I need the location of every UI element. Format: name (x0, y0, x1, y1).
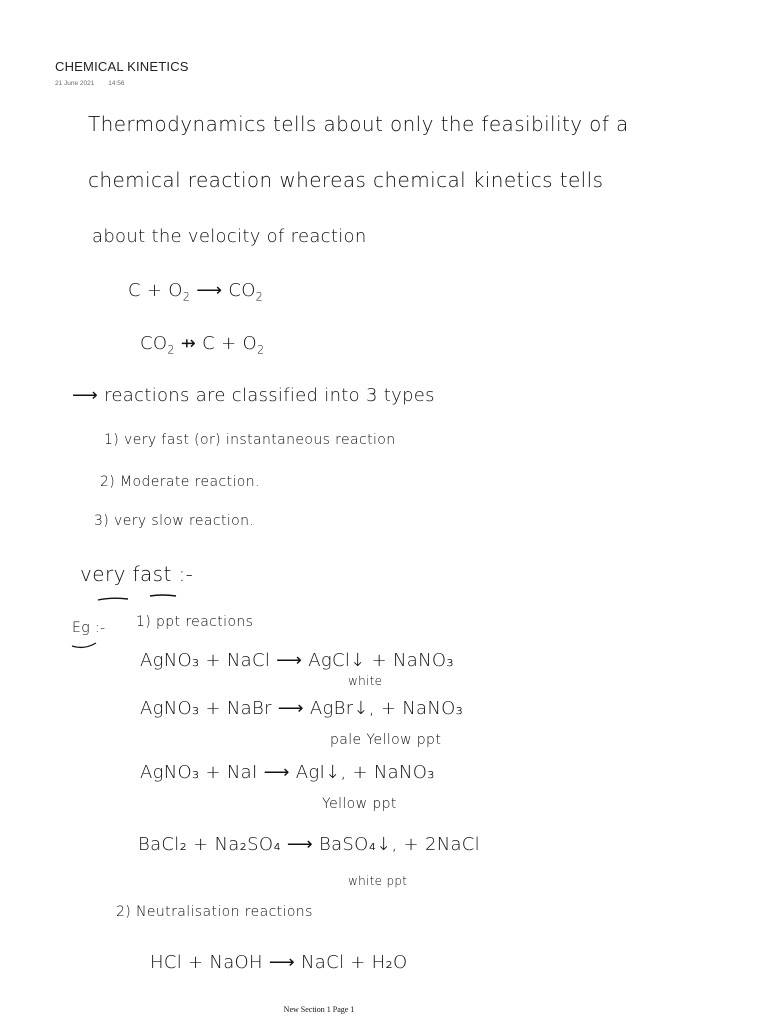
equation-2-sub: 2 (167, 343, 175, 357)
very-fast-heading: very fast :- (80, 562, 194, 586)
eg-underline-stroke (72, 643, 96, 647)
equation-1-sub-b: 2 (255, 290, 264, 304)
page-date: 21 June 2021 (55, 80, 95, 87)
note-line-2: chemical reaction whereas chemical kinetics tells (88, 168, 604, 192)
page-footer: New Section 1 Page 1 (283, 1005, 355, 1014)
equation-2-sub-b: 2 (256, 343, 265, 357)
reaction-3: AgNO₃ + NaI ⟶ AgI↓, + NaNO₃ (140, 762, 435, 783)
page-time: 14:56 (108, 80, 125, 87)
equation-1-sub-a: 2 (182, 290, 191, 304)
reaction-2-note: pale Yellow ppt (330, 732, 442, 748)
equation-1-lhs: C + O (128, 280, 183, 301)
page-title: CHEMICAL KINETICS (55, 59, 189, 74)
reaction-4: BaCl₂ + Na₂SO₄ ⟶ BaSO₄↓, + 2NaCl (138, 834, 480, 855)
neutralisation-heading: 2) Neutralisation reactions (116, 904, 313, 920)
reaction-5: HCl + NaOH ⟶ NaCl + H₂O (150, 952, 408, 973)
note-line-3: about the velocity of reaction (92, 226, 367, 247)
equation-2-lhs: CO (140, 333, 168, 354)
equation-1-rhs: ⟶ CO (190, 280, 256, 301)
reaction-4-note: white ppt (348, 874, 408, 888)
type-3: 3) very slow reaction. (94, 513, 255, 529)
reaction-2: AgNO₃ + NaBr ⟶ AgBr↓, + NaNO₃ (140, 698, 464, 719)
underline-stroke-left (98, 598, 128, 600)
underline-stroke-right (150, 595, 176, 596)
reaction-1-note: white (348, 674, 383, 688)
type-2: 2) Moderate reaction. (100, 474, 260, 490)
reaction-1: AgNO₃ + NaCl ⟶ AgCl↓ + NaNO₃ (140, 650, 454, 671)
equation-2-rhs: ⇸ C + O (174, 333, 257, 354)
note-line-1: Thermodynamics tells about only the feasibility of a (88, 112, 629, 136)
reaction-3-note: Yellow ppt (322, 796, 397, 812)
ppt-heading: 1) ppt reactions (136, 614, 254, 630)
types-intro: ⟶ reactions are classified into 3 types (72, 385, 435, 406)
type-1: 1) very fast (or) instantaneous reaction (104, 432, 396, 448)
eg-label: Eg :- (72, 620, 106, 636)
